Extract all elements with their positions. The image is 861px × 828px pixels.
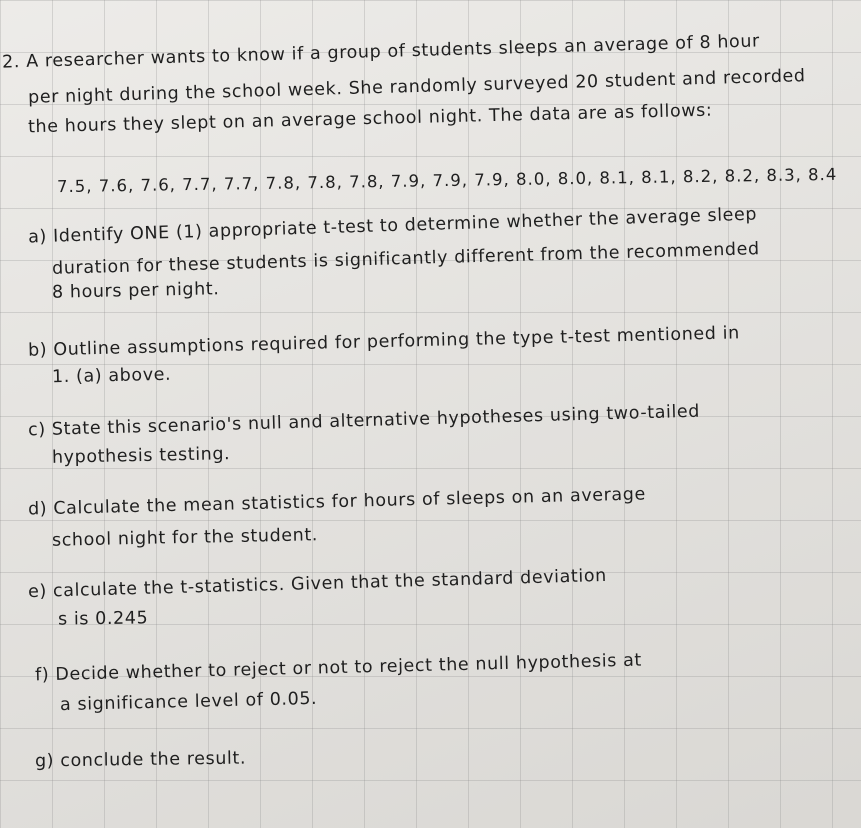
- part-d-line-2: school night for the student.: [51, 525, 319, 551]
- question-intro-line-2: per night during the school week. She randomly surveyed 20 student and recorded: [27, 66, 806, 108]
- question-intro-line-1: 2. A researcher wants to know if a group of students sleeps an average of 8 hour: [1, 31, 761, 73]
- part-g-line-1: g) conclude the result.: [34, 748, 247, 772]
- part-c-line-2: hypothesis testing.: [51, 444, 231, 468]
- part-a-line-1: a) Identify ONE (1) appropriate t-test to determine whether the average sleep: [27, 204, 758, 248]
- part-e-line-1: e) calculate the t-statistics. Given that the standard deviation: [27, 565, 608, 603]
- sleep-data-values: 7.5, 7.6, 7.6, 7.7, 7.7, 7.8, 7.8, 7.8, 7.9, 7.9, 7.9, 8.0, 8.0, 8.1, 8.1, 8.2, 8.2, 8.3, 8.4: [56, 164, 838, 197]
- part-a-line-3: 8 hours per night.: [51, 279, 220, 303]
- part-b-line-2: 1. (a) above.: [51, 364, 172, 388]
- part-f-line-1: f) Decide whether to reject or not to reject the null hypothesis at: [34, 650, 643, 686]
- part-e-line-2: s is 0.245: [57, 608, 149, 630]
- question-intro-line-3: the hours they slept on an average school night. The data are as follows:: [27, 100, 713, 138]
- part-b-line-1: b) Outline assumptions required for performing the type t-test mentioned in: [27, 323, 741, 361]
- part-d-line-1: d) Calculate the mean statistics for hours of sleeps on an average: [27, 484, 647, 520]
- part-a-line-2: duration for these students is significantly different from the recommended: [51, 239, 760, 279]
- part-f-line-2: a significance level of 0.05.: [59, 688, 318, 716]
- part-c-line-1: c) State this scenario's null and alternative hypotheses using two-tailed: [27, 401, 701, 441]
